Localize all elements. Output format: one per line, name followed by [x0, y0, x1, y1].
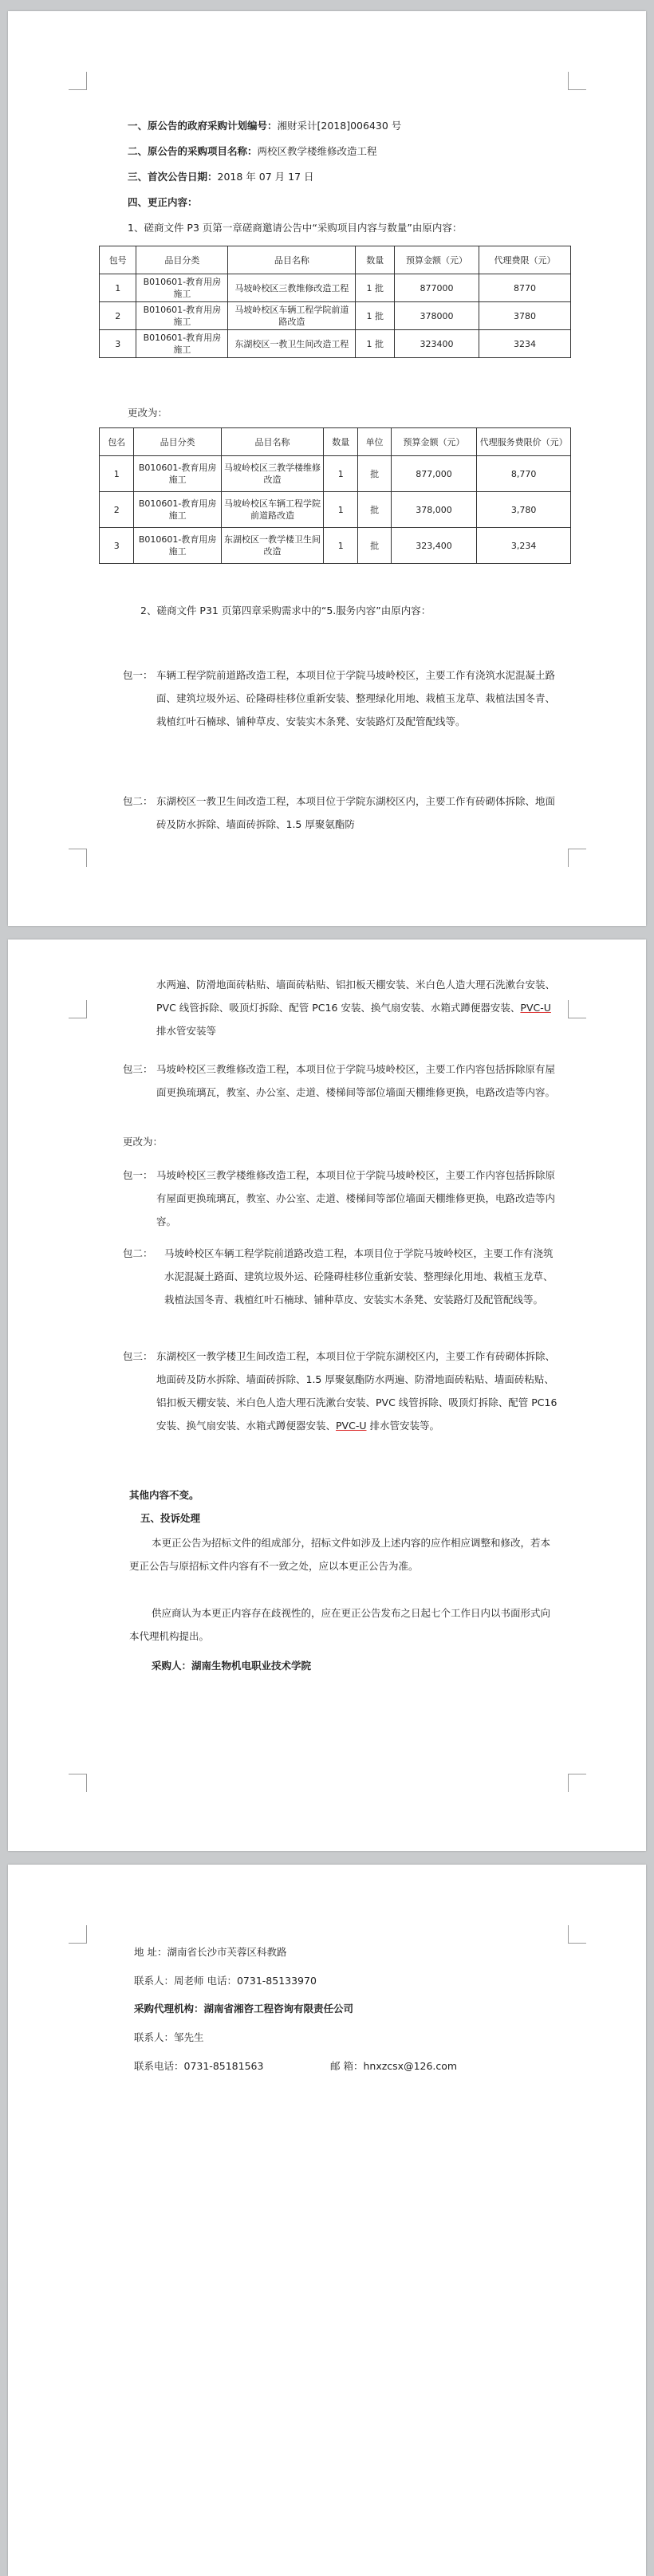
agency-phone: 联系电话：0731-85181563 — [134, 2060, 264, 2072]
table-cell: 323,400 — [391, 528, 476, 564]
agency-contact: 联系人：邹先生 — [134, 2031, 204, 2043]
revised-package-3-paragraph — [123, 1345, 558, 1437]
first-notice-date-label: 三、首次公告日期： — [128, 171, 218, 183]
table-cell: 2 — [100, 302, 136, 330]
agency-name: 湖南省湘咨工程咨询有限责任公司 — [203, 2003, 354, 2015]
document-page-1 — [8, 11, 646, 926]
package-description: 东湖校区一教学楼卫生间改造工程，本项目位于学院东湖校区内，主要工作有砖砌体拆除、地面砖及防水拆除、墙面砖拆除、1.5 厚聚氨酯防水两遍、防滑地面砖粘贴、墙面砖粘贴、铝扣板天棚安装、米白色人造大理石洗漱台安装、PVC 线管拆除、吸顶灯拆除、配管 PC16 安装、换气扇安装、水箱式蹲便器安装、 — [156, 1350, 557, 1432]
document-page-3 — [8, 1865, 646, 2576]
table-cell: 3 — [100, 330, 136, 358]
complaint-paragraph-2: 供应商认为本更正内容存在歧视性的，应在更正公告发布之日起七个工作日内以书面形式向本代理机构提出。 — [129, 1607, 551, 1642]
column-header: 品目名称 — [228, 246, 356, 274]
complaint-paragraph-1: 本更正公告为招标文件的组成部分，招标文件如涉及上述内容的应作相应调整和修改，若本更正公告与原招标文件内容有不一致之处，应以本更正公告为准。 — [129, 1537, 551, 1572]
table-cell: 8,770 — [477, 456, 571, 492]
table-cell: 1 批 — [356, 330, 395, 358]
column-header: 代理费限（元） — [479, 246, 571, 274]
table-row — [100, 274, 571, 302]
table-cell: 3,780 — [477, 492, 571, 528]
package-label: 包二： — [123, 795, 153, 807]
table-cell: 马坡岭校区车辆工程学院前道路改造 — [228, 302, 356, 330]
table-cell: B010601-教育用房施工 — [134, 456, 222, 492]
table-cell: 323400 — [395, 330, 479, 358]
table-cell: 378000 — [395, 302, 479, 330]
package-label: 包一： — [123, 669, 153, 681]
spellcheck-underlined-text: PVC-U — [520, 1002, 551, 1014]
agency-line — [134, 2002, 353, 2016]
first-notice-date-line — [128, 170, 314, 184]
table-cell: 378,000 — [391, 492, 476, 528]
table-cell: 3234 — [479, 330, 571, 358]
table-cell: B010601-教育用房施工 — [136, 330, 228, 358]
table-row — [100, 302, 571, 330]
package-label: 包一： — [123, 1169, 153, 1181]
continued-paragraph — [156, 973, 558, 1042]
plan-number-line — [128, 119, 401, 133]
column-header: 包号 — [100, 246, 136, 274]
column-header: 代理服务费限价（元） — [477, 428, 571, 456]
continued-text: 水两遍、防滑地面砖粘贴、墙面砖粘贴、铝扣板天棚安装、米白色人造大理石洗漱台安装、PVC 线管拆除、吸顶灯拆除、配管 PC16 安装、换气扇安装、水箱式蹲便器安装、 — [156, 979, 556, 1014]
package-description: 马坡岭校区车辆工程学院前道路改造工程，本项目位于学院马坡岭校区，主要工作有浇筑水泥混凝土路面、建筑垃圾外运、砼隆碍桂移位重新安装、整理绿化用地、栽植玉龙草、栽植法国冬青、栽植红叶石楠球、铺种草皮、安装实木条凳、安装路灯及配管配线等。 — [164, 1247, 554, 1306]
crop-mark — [69, 1774, 87, 1792]
correction-item-1: 1、磋商文件 P3 页第一章磋商邀请公告中“采购项目内容与数量”由原内容： — [128, 222, 463, 234]
purchaser-label: 采购人： — [152, 1660, 192, 1672]
project-name-label: 二、原公告的采购项目名称： — [128, 145, 258, 157]
crop-mark — [69, 1000, 87, 1018]
table-cell: B010601-教育用房施工 — [136, 274, 228, 302]
column-header: 数量 — [324, 428, 358, 456]
crop-mark — [69, 1925, 87, 1944]
purchaser-address: 地 址：湖南省长沙市芙蓉区科教路 — [134, 1946, 287, 1958]
crop-mark — [568, 1774, 586, 1792]
original-package-2-paragraph — [123, 790, 558, 836]
table-cell: 2 — [100, 492, 134, 528]
table-cell: 批 — [358, 456, 391, 492]
purchaser-name: 湖南生物机电职业技术学院 — [191, 1660, 312, 1672]
purchaser-contact: 联系人：周老师 电话：0731-85133970 — [134, 1975, 317, 1987]
column-header: 品目分类 — [134, 428, 222, 456]
table-header-row — [100, 246, 571, 274]
continued-text-end: 排水管安装等 — [156, 1025, 217, 1037]
email-value: hnxzcsx@126.com — [363, 2060, 458, 2072]
original-package-3-paragraph — [123, 1058, 558, 1104]
package-description: 东湖校区一教卫生间改造工程，本项目位于学院东湖校区内，主要工作有砖砌体拆除、地面砖及防水拆除、墙面砖拆除、1.5 厚聚氨酯防 — [156, 795, 556, 830]
project-name-line — [128, 144, 377, 159]
revised-package-1-paragraph — [123, 1164, 558, 1233]
section-heading-complaint: 五、投诉处理 — [140, 1512, 201, 1524]
crop-mark — [568, 72, 586, 90]
package-description: 车辆工程学院前道路改造工程，本项目位于学院马坡岭校区，主要工作有浇筑水泥混凝土路面、建筑垃圾外运、砼隆碍桂移位重新安装、整理绿化用地、栽植玉龙草、栽植法国冬青、栽植红叶石楠球、铺种草皮、安装实木条凳、安装路灯及配管配线等。 — [156, 669, 556, 727]
revised-package-2-paragraph — [123, 1242, 558, 1311]
plan-number-label: 一、原公告的政府采购计划编号： — [128, 120, 278, 132]
column-header: 品目分类 — [136, 246, 228, 274]
original-package-table — [99, 246, 571, 358]
table-cell: 1 — [324, 456, 358, 492]
crop-mark — [69, 72, 87, 90]
table-cell: 东湖校区一教卫生间改造工程 — [228, 330, 356, 358]
crop-mark — [568, 1925, 586, 1944]
table-cell: 马坡岭校区三教学楼维修改造 — [221, 456, 323, 492]
project-name-value: 两校区教学楼维修改造工程 — [257, 145, 377, 157]
table-cell: 8770 — [479, 274, 571, 302]
table-header-row — [100, 428, 571, 456]
table-cell: 批 — [358, 528, 391, 564]
table-row — [100, 528, 571, 564]
table-cell: B010601-教育用房施工 — [134, 528, 222, 564]
purchaser-line — [152, 1659, 311, 1673]
table-cell: 1 — [324, 528, 358, 564]
table-row — [100, 456, 571, 492]
table-cell: 马坡岭校区三教维修改造工程 — [228, 274, 356, 302]
other-unchanged-note: 其他内容不变。 — [129, 1489, 199, 1501]
table-cell: 877,000 — [391, 456, 476, 492]
change-to-label: 更改为： — [128, 407, 168, 419]
table-cell: 马坡岭校区车辆工程学院前道路改造 — [221, 492, 323, 528]
package-description-end: 排水管安装等。 — [366, 1420, 439, 1432]
agency-label: 采购代理机构： — [134, 2003, 204, 2015]
package-description: 马坡岭校区三教维修改造工程，本项目位于学院马坡岭校区，主要工作内容包括拆除原有屋面更换琉璃瓦，教室、办公室、走道、楼梯间等部位墙面天棚维修更换，电路改造等内容。 — [156, 1063, 556, 1098]
column-header: 品目名称 — [221, 428, 323, 456]
crop-mark — [69, 849, 87, 867]
correction-item-2: 2、磋商文件 P31 页第四章采购需求中的“5.服务内容”由原内容： — [140, 605, 431, 616]
package-label: 包二： — [123, 1247, 153, 1259]
revised-package-table — [99, 427, 571, 564]
table-cell: 1 — [100, 456, 134, 492]
table-row — [100, 330, 571, 358]
column-header: 包名 — [100, 428, 134, 456]
table-cell: 1 批 — [356, 302, 395, 330]
table-cell: B010601-教育用房施工 — [134, 492, 222, 528]
table-cell: 1 批 — [356, 274, 395, 302]
crop-mark — [568, 849, 586, 867]
package-description: 马坡岭校区三教学楼维修改造工程，本项目位于学院马坡岭校区，主要工作内容包括拆除原有屋面更换琉璃瓦，教室、办公室、走道、楼梯间等部位墙面天棚维修更换，电路改造等内容。 — [156, 1169, 556, 1227]
email-label: 邮 箱： — [330, 2060, 364, 2072]
table-cell: 3780 — [479, 302, 571, 330]
table-cell: 3 — [100, 528, 134, 564]
table-row — [100, 492, 571, 528]
table-cell: 877000 — [395, 274, 479, 302]
spellcheck-underlined-text: PVC-U — [336, 1420, 367, 1432]
package-label: 包三： — [123, 1350, 153, 1362]
table-cell: B010601-教育用房施工 — [136, 302, 228, 330]
table-cell: 3,234 — [477, 528, 571, 564]
document-page-2 — [8, 939, 646, 1851]
crop-mark — [568, 1000, 586, 1018]
column-header: 预算金额（元） — [395, 246, 479, 274]
section-heading-correction: 四、更正内容： — [128, 196, 198, 208]
original-package-1-paragraph — [123, 664, 558, 733]
column-header: 预算金额（元） — [391, 428, 476, 456]
package-label: 包三： — [123, 1063, 153, 1075]
table-cell: 1 — [100, 274, 136, 302]
table-cell: 批 — [358, 492, 391, 528]
column-header: 单位 — [358, 428, 391, 456]
change-to-label: 更改为： — [123, 1136, 164, 1148]
column-header: 数量 — [356, 246, 395, 274]
plan-number-value: 湘财采计[2018]006430 号 — [277, 120, 402, 132]
table-cell: 东湖校区一教学楼卫生间改造 — [221, 528, 323, 564]
agency-email-line — [330, 2059, 457, 2074]
first-notice-date-value: 2018 年 07 月 17 日 — [217, 171, 314, 183]
table-cell: 1 — [324, 492, 358, 528]
